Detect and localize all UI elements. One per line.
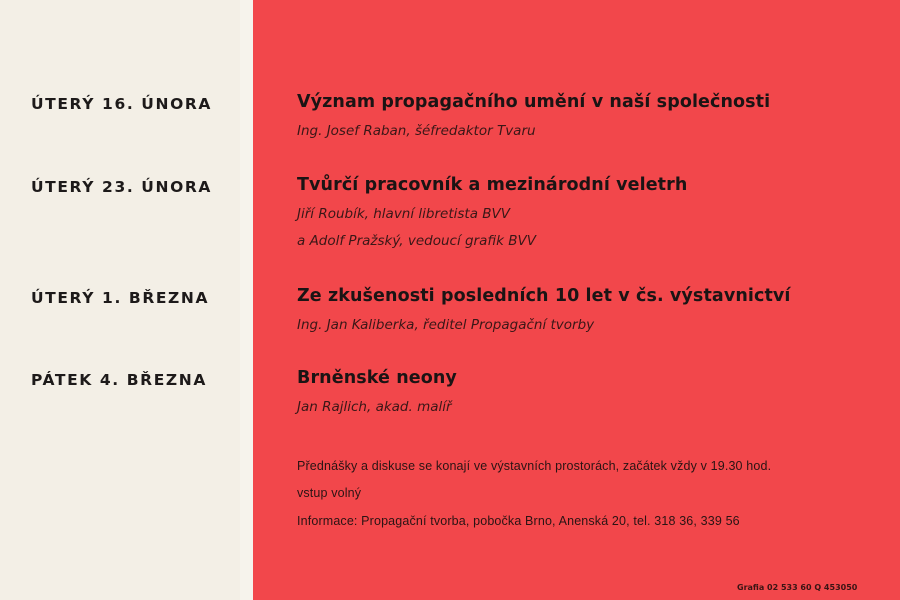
lecture-speaker: Ing. Jan Kaliberka, ředitel Propagační tvorby [297,317,595,333]
paper-edge [240,0,253,600]
info-contact: Informace: Propagační tvorba, pobočka Brno, Anenská 20, tel. 318 36, 339 56 [297,514,740,528]
lecture-title: Brněnské neony [297,368,457,388]
lecture-title: Tvůrčí pracovník a mezinárodní veletrh [297,175,688,195]
lecture-speaker: Jan Rajlich, akad. malíř [297,399,452,415]
lecture-title: Význam propagačního umění v naší společnosti [297,92,771,112]
lecture-date: ÚTERÝ 23. ÚNORA [31,178,212,196]
lecture-date: ÚTERÝ 1. BŘEZNA [31,289,210,307]
lecture-speaker: Jiří Roubík, hlavní libretista BVV [297,206,511,222]
lecture-speaker: Ing. Josef Raban, šéfredaktor Tvaru [297,123,536,139]
lecture-title: Ze zkušenosti posledních 10 let v čs. výstavnictví [297,286,791,306]
lecture-speaker: a Adolf Pražský, vedoucí grafik BVV [297,233,536,249]
lecture-date: PÁTEK 4. BŘEZNA [31,371,207,389]
printer-mark: Grafia 02 533 60 Q 453050 [737,583,858,592]
info-admission: vstup volný [297,486,362,500]
info-venue: Přednášky a diskuse se konají ve výstavních prostorách, začátek vždy v 19.30 hod. [297,459,772,473]
lecture-date: ÚTERÝ 16. ÚNORA [31,95,212,113]
